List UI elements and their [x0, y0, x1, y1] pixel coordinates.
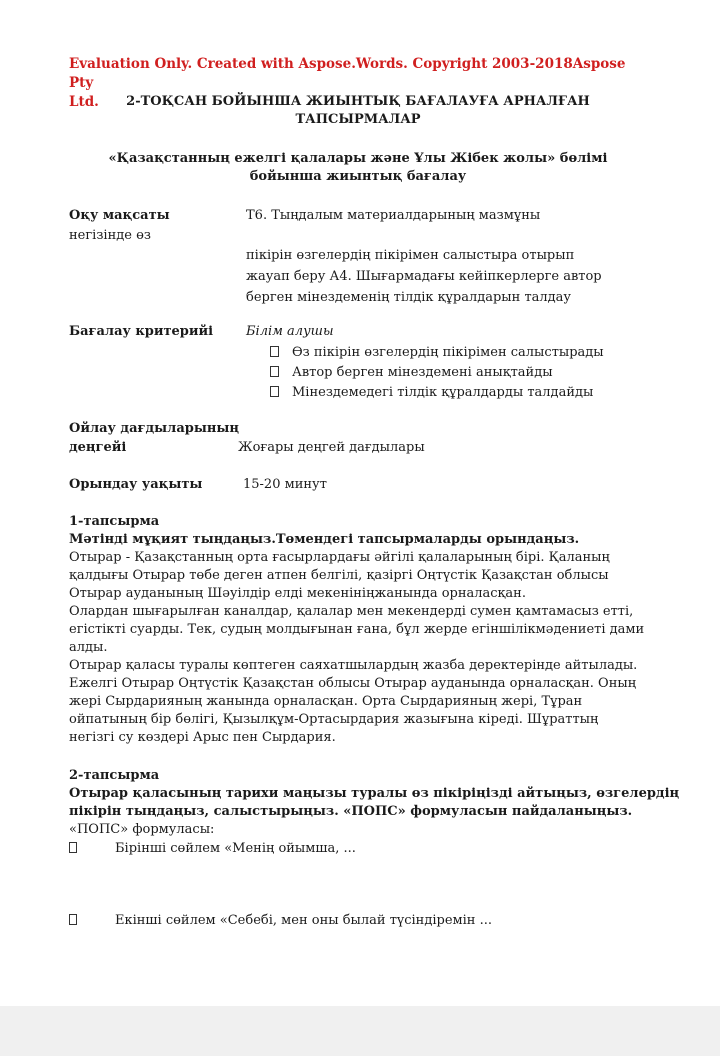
- subtitle-line-2: бойынша жиынтық бағалау: [249, 169, 467, 184]
- task2-heading: 2-тапсырма: [69, 768, 160, 783]
- task2-formula-label: «ПОПС» формуласы:: [69, 822, 215, 837]
- time-label: Орындау уақыты: [69, 477, 203, 492]
- bullet-square-icon: [69, 914, 77, 925]
- criteria-item: Автор берген мінездемені анықтайды: [270, 364, 553, 382]
- criteria-item: Мінездемедегі тілдік құралдарды талдайды: [270, 384, 593, 402]
- time-value: 15-20 минут: [243, 477, 327, 492]
- objectives-line-2: пікірін өзгелердің пікірімен салыстыра отырып: [246, 248, 575, 263]
- task2-instruction-2: пікірін тыңдаңыз, салыстырыңыз. «ПОПС» формуласын пайдаланыңыз.: [69, 804, 633, 819]
- objectives-line-3: жауап беру А4. Шығармадағы кейіпкерлерге автор: [246, 269, 602, 284]
- task1-instruction: Мәтінді мұқият тыңдаңыз.Төмендегі тапсырмаларды орындаңыз.: [69, 532, 580, 547]
- watermark-line-2: Ltd.: [69, 94, 99, 110]
- thinking-value: Жоғары деңгей дағдылары: [238, 440, 425, 455]
- thinking-label-2: деңгейі: [69, 440, 127, 455]
- bullet-square-icon: [69, 842, 77, 853]
- task1-paragraph-1: Отырар - Қазақстанның орта ғасырлардағы әйгілі қалаларының бірі. Қаланың қалдығы Отырар төбе деген атпен белгілі, қазіргі Оңтүстік Қазақстан облысы Отырар ауданының Шәуілдір елді мекенініңжанында орналасқан.: [69, 550, 610, 601]
- document-title: [69, 93, 647, 129]
- objectives-label-cont: негізінде өз: [69, 228, 151, 243]
- task2-item: Бірінші сөйлем «Менің ойымша, ...: [69, 840, 356, 858]
- document-subtitle: [69, 150, 647, 186]
- task1-paragraph-3: Отырар қаласы туралы көптеген саяхатшылардың жазба деректерінде айтылады. Ежелгі Отырар Оңтүстік Қазақстан облысы Отырар ауданында орналасқан. Оның жері Сырдарияның жанында орналасқан. Орта Сырдарияның жері, Тұран ойпатының бір бөлігі, Қызылқұм-Ортасырдария жазығына кіреді. Шұраттың негізгі су көздері Арыс пен Сырдария.: [69, 658, 638, 745]
- title-line-1: 2-ТОҚСАН БОЙЫНША ЖИЫНТЫҚ БАҒАЛАУҒА АРНАЛҒАН: [126, 94, 590, 109]
- criteria-intro: Білім алушы: [246, 324, 334, 339]
- criteria-label: Бағалау критерийі: [69, 324, 214, 339]
- task2-instruction-1: Отырар қаласының тарихи маңызы туралы өз пікіріңізді айтыңыз, өзгелердің: [69, 786, 680, 801]
- title-line-2: ТАПСЫРМАЛАР: [295, 112, 421, 127]
- subtitle-line-1: «Қазақстанның ежелгі қалалары және Ұлы Жібек жолы» бөлімі: [108, 151, 608, 166]
- thinking-label-1: Ойлау дағдыларының: [69, 421, 240, 436]
- task1-heading: 1-тапсырма: [69, 514, 160, 529]
- watermark-line-1: Evaluation Only. Created with Aspose.Words. Copyright 2003-2018Aspose Pty: [69, 56, 626, 91]
- criteria-item: Өз пікірін өзгелердің пікірімен салыстырады: [270, 344, 604, 362]
- bullet-square-icon: [270, 366, 279, 377]
- task1-paragraph-2: Олардан шығарылған каналдар, қалалар мен мекендерді сумен қамтамасыз етті, егістікті суарды. Тек, судың молдығынан ғана, бұл жерде егіншілікмәдениеті дами алды.: [69, 604, 645, 655]
- bullet-square-icon: [270, 346, 279, 357]
- task2-item: Екінші сөйлем «Себебі, мен оны былай түсіндіремін ...: [69, 912, 492, 930]
- bullet-square-icon: [270, 386, 279, 397]
- objectives-line-1: Т6. Тыңдалым материалдарының мазмұны: [246, 208, 541, 223]
- objectives-label: Оқу мақсаты: [69, 208, 170, 223]
- objectives-line-4: берген мінездеменің тілдік құралдарын талдау: [246, 290, 572, 305]
